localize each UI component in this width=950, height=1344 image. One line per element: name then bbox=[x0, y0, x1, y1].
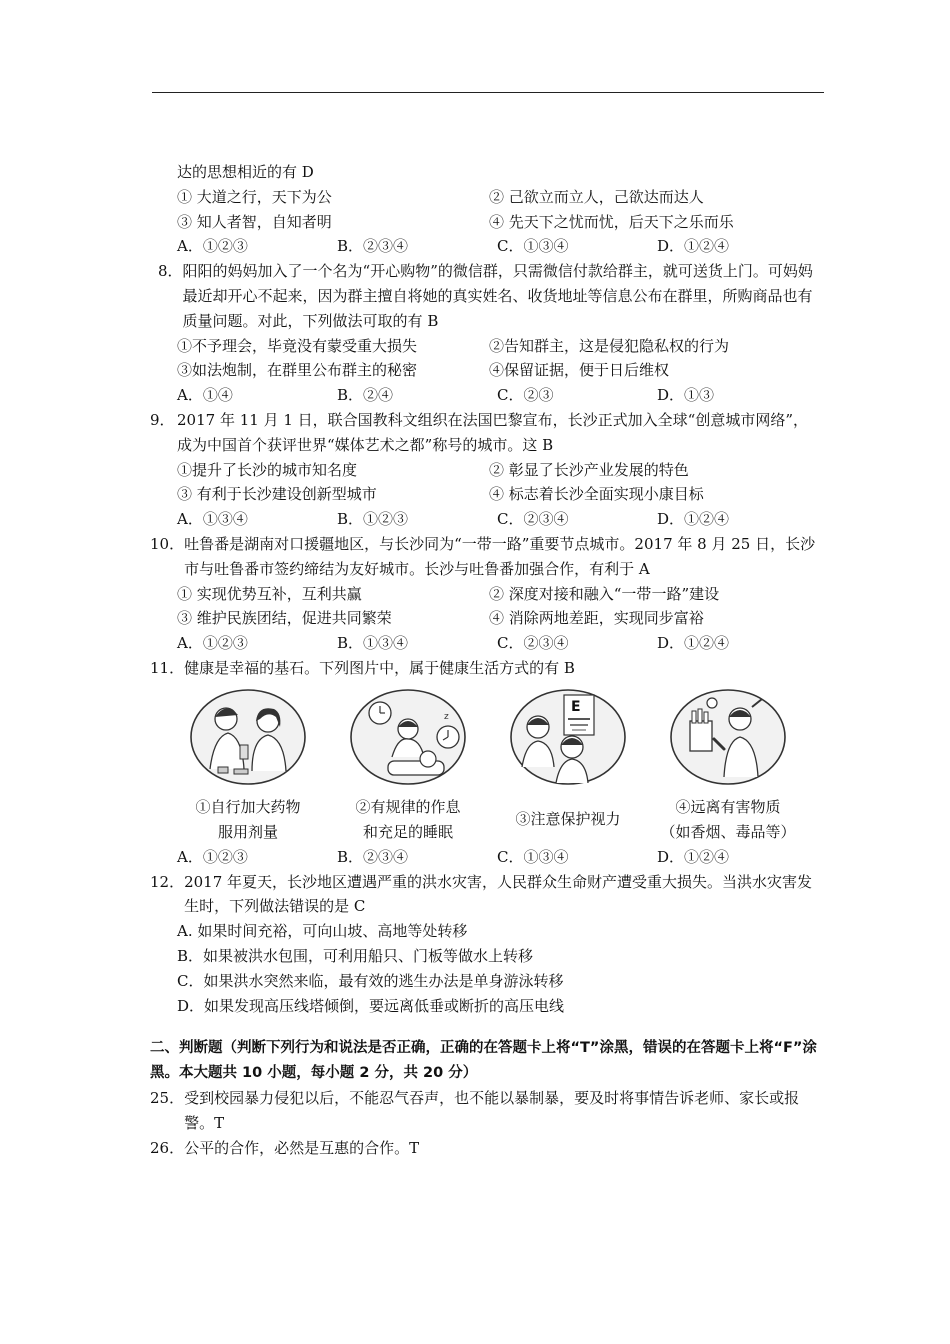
q7-option-c: C．①③④ bbox=[497, 237, 569, 256]
q11-option-c: C．①③④ bbox=[497, 847, 569, 866]
q10-option-b: B．①③④ bbox=[337, 634, 409, 653]
q11-number: 11． bbox=[150, 658, 185, 677]
q10-statement-4: ④ 消除两地差距，实现同步富裕 bbox=[489, 609, 704, 628]
q12-option-c: C．如果洪水突然来临，最有效的逃生办法是单身游泳转移 bbox=[177, 971, 564, 990]
q11-caption-3-line1: ③注意保护视力 bbox=[515, 809, 621, 828]
section-2-heading: 二、判断题（判断下列行为和说法是否正确，正确的在答题卡上将“T”涂黑，错误的在答题卡上将“F”涂黑。本大题共 10 小题，每小题 2 分，共 20 分） bbox=[150, 1040, 817, 1082]
exam-content bbox=[150, 160, 820, 1160]
q10-stem bbox=[150, 532, 820, 582]
q12-stem bbox=[150, 870, 820, 920]
q9-number: 9． bbox=[150, 410, 175, 429]
q9-stem bbox=[150, 408, 820, 458]
q10-statement-1: ① 实现优势互补，互利共赢 bbox=[177, 584, 362, 603]
q11-figure-4 bbox=[648, 687, 808, 845]
q11-options bbox=[150, 845, 820, 870]
q12-text: 2017 年夏天，长沙地区遭遇严重的洪水灾害，人民群众生命财产遭受重大损失。当洪水灾害发生时，下列做法错误的是 C bbox=[184, 872, 813, 916]
q9-statement-2: ② 彰显了长沙产业发展的特色 bbox=[489, 460, 689, 479]
q8-options bbox=[150, 383, 820, 408]
q8-number: 8． bbox=[158, 262, 183, 281]
q11-option-d: D．①②④ bbox=[657, 847, 730, 866]
q10-option-d: D．①②④ bbox=[657, 634, 730, 653]
q7-option-b: B．②③④ bbox=[337, 237, 409, 256]
q7-statement-3: ③ 知人者智，自知者明 bbox=[177, 212, 332, 231]
q9-option-d: D．①②④ bbox=[657, 510, 730, 529]
q11-caption-2-line2: 和充足的睡眠 bbox=[362, 822, 453, 841]
q12-option-b: B．如果被洪水包围，可利用船只、门板等做水上转移 bbox=[177, 946, 534, 965]
q9-text: 2017 年 11 月 1 日，联合国教科文组织在法国巴黎宣布，长沙正式加入全球“创意城市网络”，成为中国首个获评世界“媒体艺术之都”称号的城市。这 B bbox=[177, 410, 808, 454]
q7-statement-2: ② 己欲立而立人，己欲达而达人 bbox=[489, 187, 704, 206]
q11-caption-1-line2: 服用剂量 bbox=[217, 822, 278, 841]
q8-option-b: B．②④ bbox=[337, 386, 394, 405]
q10-text: 吐鲁番是湖南对口援疆地区，与长沙同为“一带一路”重要节点城市。2017 年 8 月 25 日，长沙市与吐鲁番市签约缔结为友好城市。长沙与吐鲁番加强合作，有利于 A bbox=[184, 534, 816, 578]
q11-figure-3 bbox=[488, 687, 648, 845]
q11-stem bbox=[150, 656, 820, 681]
q26-stem bbox=[150, 1136, 820, 1161]
q12-option-d: D．如果发现高压线塔倾倒，要远离低垂或断折的高压电线 bbox=[177, 996, 565, 1015]
section-gap bbox=[150, 1018, 820, 1036]
q26-text: 公平的合作，必然是互惠的合作。T bbox=[184, 1138, 420, 1157]
q8-statement-3: ③如法炮制，在群里公布群主的秘密 bbox=[177, 361, 418, 380]
q10-statements-row1 bbox=[150, 582, 820, 607]
q25-text: 受到校园暴力侵犯以后，不能忍气吞声，也不能以暴制暴，要及时将事情告诉老师、家长或报警。T bbox=[184, 1088, 800, 1132]
q7-option-d: D．①②④ bbox=[657, 237, 730, 256]
svg-text:z: z bbox=[444, 711, 449, 722]
q11-caption-1-line1: ①自行加大药物 bbox=[195, 797, 301, 816]
q7-statement-1: ① 大道之行，天下为公 bbox=[177, 187, 332, 206]
q10-number: 10． bbox=[150, 534, 185, 553]
q11-caption-1 bbox=[168, 795, 328, 845]
q8-option-c: C．②③ bbox=[497, 386, 554, 405]
q7-statements-row2 bbox=[150, 210, 820, 235]
q8-text: 阳阳的妈妈加入了一个名为“开心购物”的微信群，只需微信付款给群主，就可送货上门。可妈妈最近却开心不起来，因为群主擅自将她的真实姓名、收货地址等信息公布在群里，所购商品也有质量问题。对此，下列做法可取的有 B bbox=[182, 262, 813, 330]
medicine-illustration bbox=[188, 687, 308, 787]
q25-stem bbox=[150, 1086, 820, 1136]
q10-option-c: C．②③④ bbox=[497, 634, 569, 653]
q8-statements-row2 bbox=[150, 358, 820, 383]
q9-option-a: A．①③④ bbox=[177, 510, 248, 529]
q11-text: 健康是幸福的基石。下列图片中，属于健康生活方式的有 B bbox=[184, 658, 575, 677]
q25-number: 25． bbox=[150, 1088, 185, 1107]
q9-statement-1: ①提升了长沙的城市知名度 bbox=[177, 460, 358, 479]
q26-number: 26． bbox=[150, 1138, 185, 1157]
q9-options bbox=[150, 507, 820, 532]
q11-figures bbox=[150, 687, 820, 845]
q7-option-a: A．①②③ bbox=[177, 237, 248, 256]
q10-options bbox=[150, 631, 820, 656]
q11-caption-2-line1: ②有规律的作息 bbox=[355, 797, 461, 816]
q8-option-a: A．①④ bbox=[177, 386, 233, 405]
q12-option-a: A. 如果时间充裕，可向山坡、高地等处转移 bbox=[177, 922, 468, 941]
q12-number: 12． bbox=[150, 872, 185, 891]
q8-statement-4: ④保留证据，便于日后维权 bbox=[489, 361, 670, 380]
q11-caption-4-line1: ④远离有害物质 bbox=[675, 797, 781, 816]
q9-option-c: C．②③④ bbox=[497, 510, 569, 529]
q11-figure-1 bbox=[168, 687, 328, 845]
q8-stem bbox=[158, 259, 820, 333]
q11-caption-2 bbox=[328, 795, 488, 845]
q8-statement-1: ①不予理会，毕竟没有蒙受重大损失 bbox=[177, 336, 418, 355]
q9-option-b: B．①②③ bbox=[337, 510, 409, 529]
q11-caption-4 bbox=[648, 795, 808, 845]
q10-option-a: A．①②③ bbox=[177, 634, 248, 653]
q11-caption-4-line2: （如香烟、毒品等） bbox=[660, 822, 796, 841]
q8-statement-2: ②告知群主，这是侵犯隐私权的行为 bbox=[489, 336, 730, 355]
q9-statements-row1 bbox=[150, 458, 820, 483]
q11-option-b: B．②③④ bbox=[337, 847, 409, 866]
q11-option-a: A．①②③ bbox=[177, 847, 248, 866]
q8-statements-row1 bbox=[150, 334, 820, 359]
q10-statement-2: ② 深度对接和融入“一带一路”建设 bbox=[489, 584, 720, 603]
q10-statement-3: ③ 维护民族团结，促进共同繁荣 bbox=[177, 609, 392, 628]
q9-statements-row2 bbox=[150, 482, 820, 507]
q7-statements-row1 bbox=[150, 185, 820, 210]
header-rule bbox=[152, 92, 824, 93]
q7-statement-4: ④ 先天下之忧而忧，后天下之乐而乐 bbox=[489, 212, 734, 231]
q7-options bbox=[150, 234, 820, 259]
harmful-substances-illustration bbox=[668, 687, 788, 787]
eye-chart-letter: E bbox=[571, 698, 581, 715]
q7-continuation: 达的思想相近的有 D bbox=[177, 163, 314, 181]
q8-option-d: D．①③ bbox=[657, 386, 715, 405]
q9-statement-4: ④ 标志着长沙全面实现小康目标 bbox=[489, 485, 704, 504]
q10-statements-row2 bbox=[150, 606, 820, 631]
sleep-illustration bbox=[348, 687, 468, 787]
q9-statement-3: ③ 有利于长沙建设创新型城市 bbox=[177, 485, 377, 504]
eyesight-illustration bbox=[508, 687, 628, 787]
q11-figure-2 bbox=[328, 687, 488, 845]
q11-caption-3 bbox=[488, 795, 648, 832]
